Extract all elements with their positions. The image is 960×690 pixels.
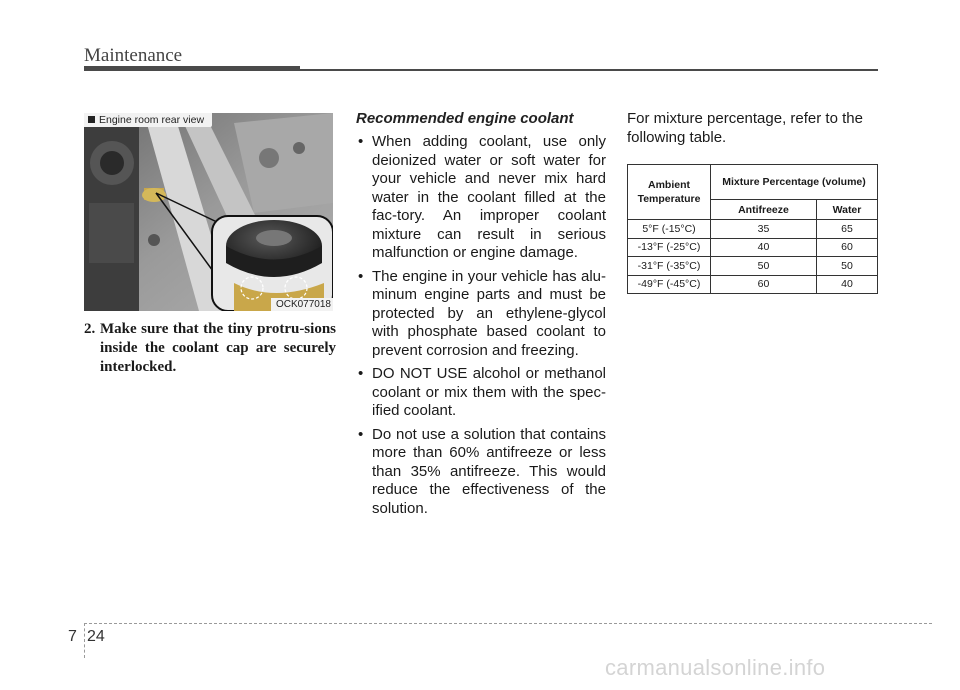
mixture-section bbox=[627, 110, 879, 294]
page-number: 24 bbox=[87, 628, 105, 645]
header-rule bbox=[300, 69, 878, 71]
list-item bbox=[356, 365, 606, 421]
bullet-icon: • bbox=[358, 425, 364, 443]
cell-temp: -31°F (-35°C) bbox=[628, 257, 711, 276]
list-item bbox=[356, 268, 606, 361]
header-ambient: Ambient Temperature bbox=[628, 165, 711, 220]
cell-water: 40 bbox=[816, 275, 877, 294]
engine-room-figure bbox=[84, 113, 333, 311]
list-item bbox=[356, 426, 606, 519]
table-intro: For mixture percentage, refer to the following table. bbox=[627, 110, 863, 146]
table-header-row bbox=[628, 165, 878, 200]
step-text: Make sure that the tiny protru-sions inside the coolant cap are securely interlocked. bbox=[100, 321, 336, 375]
cell-water: 65 bbox=[816, 220, 877, 239]
cell-antifreeze: 40 bbox=[711, 238, 817, 257]
section-heading: Recommended engine coolant bbox=[356, 110, 574, 127]
cell-water: 50 bbox=[816, 257, 877, 276]
cell-temp: -49°F (-45°C) bbox=[628, 275, 711, 294]
bullet-icon: • bbox=[358, 267, 364, 285]
figure-code: OCK077018 bbox=[271, 298, 333, 311]
step-2 bbox=[84, 320, 336, 377]
cell-antifreeze: 60 bbox=[711, 275, 817, 294]
footer-divider bbox=[84, 623, 85, 658]
list-item-text: When adding coolant, use only deionized water or soft water for your vehicle and never mix hard water in the coolant filled at the fac-tory. An improper coolant mixture can result in serious malfunction or engine damage. bbox=[372, 133, 606, 261]
list-item-text: Do not use a solution that contains more than 60% antifreeze or less than 35% antifreeze. This would reduce the effectiveness of the solution. bbox=[372, 425, 606, 517]
mixture-table bbox=[627, 164, 878, 294]
cell-temp: 5°F (-15°C) bbox=[628, 220, 711, 239]
header-antifreeze: Antifreeze bbox=[711, 200, 817, 220]
header-bar bbox=[84, 66, 300, 71]
list-item-text: The engine in your vehicle has alu-minum engine parts and must be protected by an ethylene-glycol with phosphate based coolant to prevent corrosion and freezing. bbox=[372, 267, 606, 359]
bullet-icon: • bbox=[358, 365, 364, 382]
table-row bbox=[628, 275, 878, 294]
figure-caption bbox=[84, 113, 212, 127]
table-row bbox=[628, 220, 878, 239]
header-mixture: Mixture Percentage (volume) bbox=[711, 165, 878, 200]
cell-antifreeze: 35 bbox=[711, 220, 817, 239]
list-item bbox=[356, 133, 606, 263]
engine-room-illustration bbox=[84, 113, 333, 311]
coolant-bullet-list bbox=[356, 133, 606, 518]
footer-rule bbox=[84, 623, 932, 624]
chapter-number: 7 bbox=[68, 628, 77, 645]
cell-water: 60 bbox=[816, 238, 877, 257]
header-water: Water bbox=[816, 200, 877, 220]
watermark: carmanualsonline.info bbox=[605, 655, 826, 680]
step-number: 2. bbox=[84, 321, 96, 337]
bullet-icon: • bbox=[358, 133, 364, 150]
cell-antifreeze: 50 bbox=[711, 257, 817, 276]
table-row bbox=[628, 238, 878, 257]
coolant-section bbox=[356, 110, 606, 523]
page-header-title: Maintenance bbox=[84, 45, 183, 66]
list-item-text: DO NOT USE alcohol or methanol coolant or mix them with the spec-ified coolant. bbox=[372, 365, 606, 419]
figure-caption-text: Engine room rear view bbox=[99, 114, 205, 126]
table-row bbox=[628, 257, 878, 276]
cell-temp: -13°F (-25°C) bbox=[628, 238, 711, 257]
square-bullet-icon bbox=[88, 116, 95, 123]
